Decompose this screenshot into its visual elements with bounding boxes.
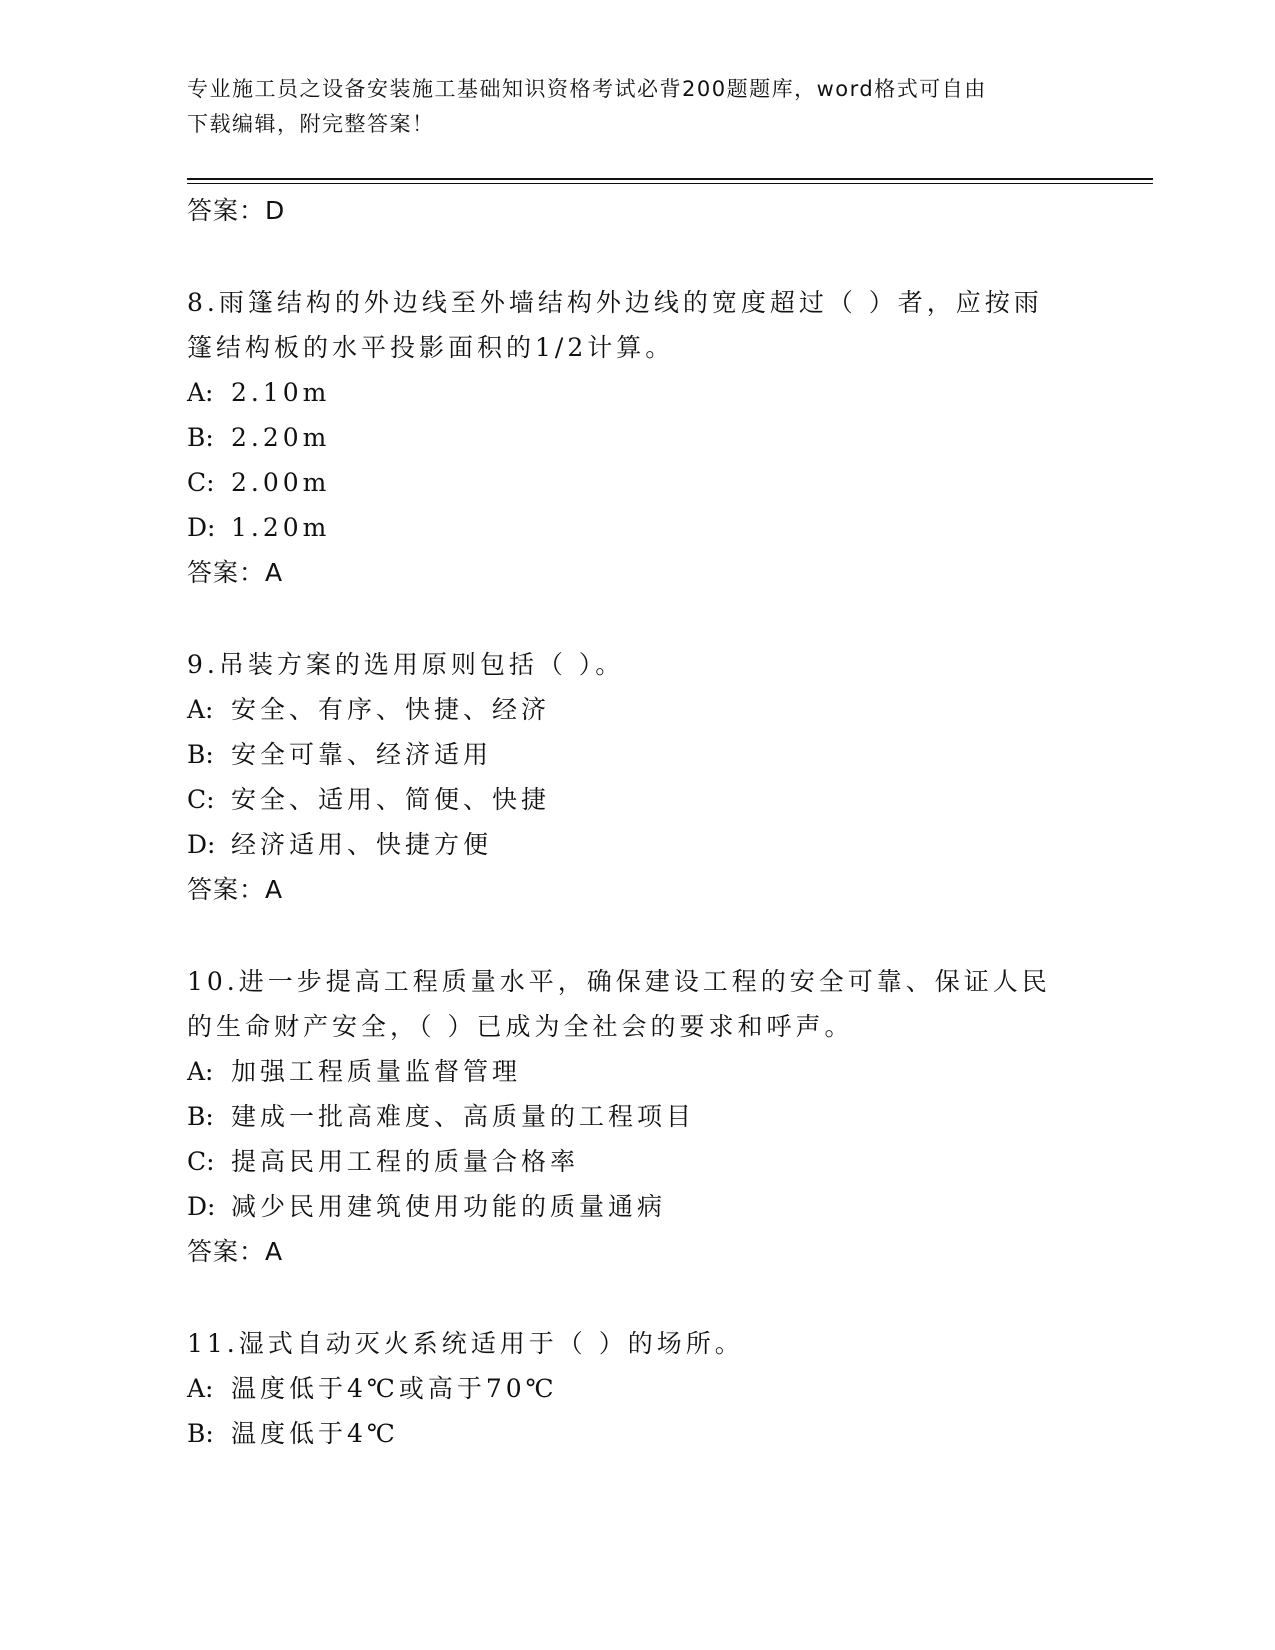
option-letter: A: bbox=[187, 1374, 214, 1403]
option-text: 安全、适用、简便、快捷 bbox=[231, 785, 551, 814]
option-letter: B: bbox=[187, 1419, 214, 1448]
option-c bbox=[187, 460, 1067, 505]
answer-line: 答案：A bbox=[187, 558, 284, 587]
header-line-2: 下载编辑，附完整答案！ bbox=[187, 112, 435, 136]
header-line-1: 专业施工员之设备安装施工基础知识资格考试必背200题题库，word格式可自由 bbox=[187, 77, 987, 101]
answer-line: 答案：D bbox=[187, 196, 286, 225]
option-c bbox=[187, 777, 1067, 822]
option-c bbox=[187, 1139, 1067, 1184]
option-a bbox=[187, 687, 1067, 732]
option-a bbox=[187, 1366, 1067, 1411]
question-stem: 9.吊装方案的选用原则包括（ ）。 bbox=[187, 650, 625, 679]
option-b bbox=[187, 1411, 1067, 1456]
option-a bbox=[187, 370, 1067, 415]
option-letter: B: bbox=[187, 423, 214, 452]
question-list bbox=[187, 188, 1067, 1456]
option-text: 温度低于4℃或高于70℃ bbox=[231, 1374, 558, 1403]
option-text: 加强工程质量监督管理 bbox=[231, 1057, 522, 1086]
option-text: 2.20m bbox=[231, 423, 331, 452]
option-d bbox=[187, 1184, 1067, 1229]
option-text: 建成一批高难度、高质量的工程项目 bbox=[231, 1102, 696, 1131]
option-text: 安全、有序、快捷、经济 bbox=[231, 695, 551, 724]
option-letter: A: bbox=[187, 695, 214, 724]
question-10 bbox=[187, 959, 1067, 1274]
option-letter: D: bbox=[187, 513, 216, 542]
question-8 bbox=[187, 280, 1067, 595]
option-letter: D: bbox=[187, 1192, 216, 1221]
answer-line: 答案：A bbox=[187, 1237, 284, 1266]
document-header bbox=[187, 72, 1087, 142]
option-text: 温度低于4℃ bbox=[231, 1419, 399, 1448]
option-letter: A: bbox=[187, 1057, 214, 1086]
option-text: 2.10m bbox=[231, 378, 331, 407]
option-letter: D: bbox=[187, 830, 216, 859]
question-9 bbox=[187, 642, 1067, 912]
question-11 bbox=[187, 1321, 1067, 1456]
option-text: 减少民用建筑使用功能的质量通病 bbox=[231, 1192, 667, 1221]
option-text: 提高民用工程的质量合格率 bbox=[231, 1147, 580, 1176]
option-text: 2.00m bbox=[231, 468, 331, 497]
option-letter: C: bbox=[187, 785, 215, 814]
header-divider-thick bbox=[187, 178, 1153, 180]
option-d bbox=[187, 822, 1067, 867]
option-b bbox=[187, 415, 1067, 460]
option-letter: C: bbox=[187, 1147, 215, 1176]
question-stem: 10.进一步提高工程质量水平，确保建设工程的安全可靠、保证人民的生命财产安全，（ ）已成为全社会的要求和呼声。 bbox=[187, 967, 1051, 1041]
option-text: 经济适用、快捷方便 bbox=[231, 830, 493, 859]
header-divider-thin bbox=[187, 183, 1153, 184]
option-letter: A: bbox=[187, 378, 214, 407]
question-stem: 11.湿式自动灭火系统适用于（ ）的场所。 bbox=[187, 1329, 744, 1358]
option-d bbox=[187, 505, 1067, 550]
option-letter: C: bbox=[187, 468, 215, 497]
option-text: 安全可靠、经济适用 bbox=[231, 740, 493, 769]
option-letter: B: bbox=[187, 1102, 214, 1131]
answer-line: 答案：A bbox=[187, 875, 284, 904]
question-stem: 8.雨篷结构的外边线至外墙结构外边线的宽度超过（ ）者，应按雨篷结构板的水平投影面积的1/2计算。 bbox=[187, 288, 1043, 362]
option-a bbox=[187, 1049, 1067, 1094]
option-b bbox=[187, 1094, 1067, 1139]
option-b bbox=[187, 732, 1067, 777]
option-text: 1.20m bbox=[231, 513, 331, 542]
option-letter: B: bbox=[187, 740, 214, 769]
